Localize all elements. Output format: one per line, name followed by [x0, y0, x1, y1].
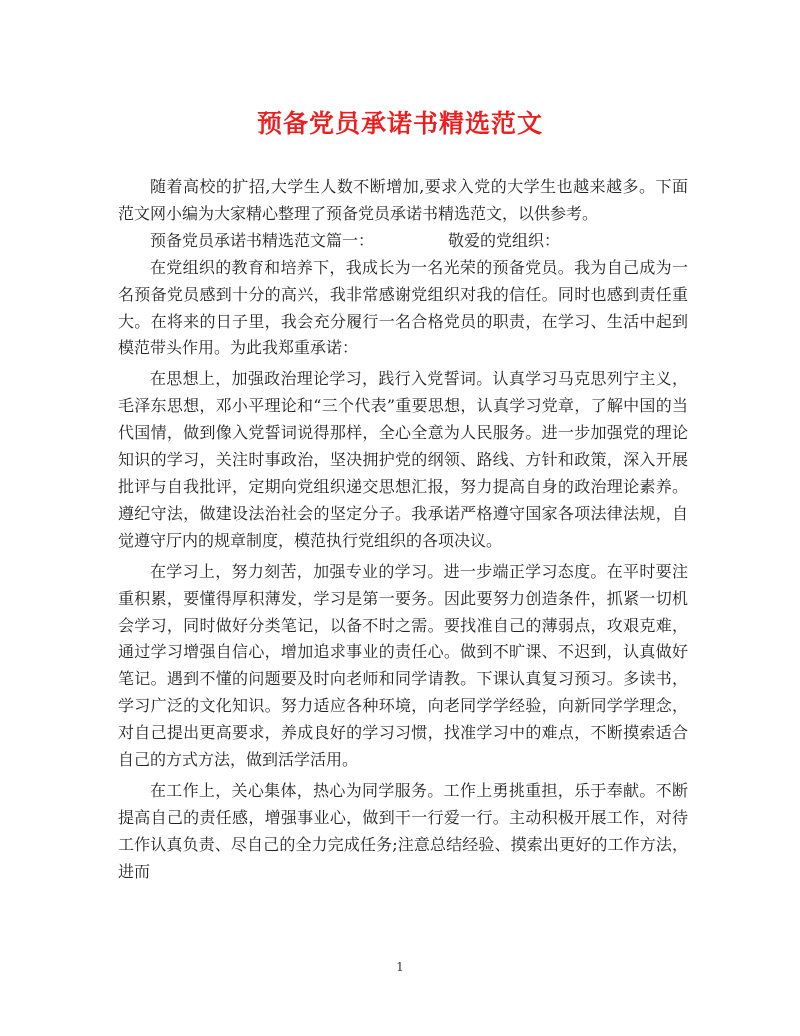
body-paragraph: 在党组织的教育和培养下，我成长为一名光荣的预备党员。我为自己成为一名预备党员感到十分的高兴，我非常感谢党组织对我的信任。同时也感到责任重大。在将来的日子里，我会充分履行一名合格党员的职责，在学习、生活中起到模范带头作用。为此我郑重承诺： — [118, 257, 688, 358]
document-title: 预备党员承诺书精选范文 — [256, 109, 543, 138]
body-paragraph: 在学习上，努力刻苦，加强专业的学习。进一步端正学习态度。在平时要注重积累，要懂得厚积薄发，学习是第一要务。因此要努力创造条件，抓紧一切机会学习，同时做好分类笔记，以备不时之需。要找准自己的薄弱点，攻艰克难，通过学习增强自信心，增加追求事业的责任心。做到不旷课、不迟到，认真做好笔记。遇到不懂的问题要及时向老师和同学请教。下课认真复习预习。多读书，学习广泛的文化知识。努力适应各种环境，向老同学学经验，向新同学学理念，对自己提出更高要求，养成良好的学习习惯，找准学习中的难点，不断摸索适合自己的方式方法，做到活学活用。 — [118, 561, 688, 770]
intro-paragraph: 随着高校的扩招,大学生人数不断增加,要求入党的大学生也越来越多。下面范文网小编为大家精心整理了预备党员承诺书精选范文，以供参考。 — [118, 177, 688, 223]
body-paragraph: 在思想上，加强政治理论学习，践行入党誓词。认真学习马克思列宁主义，毛泽东思想，邓小平理论和“三个代表”重要思想，认真学习党章，了解中国的当代国情，做到像入党誓词说得那样，全心全意为人民服务。进一步加强党的理论知识的学习，关注时事政治，坚决拥护党的纲领、路线、方针和政策，深入开展批评与自我批评，定期向党组织递交思想汇报，努力提高自身的政治理论素养。遵纪守法，做建设法治社会的坚定分子。我承诺严格遵守国家各项法律法规，自觉遵守厅内的规章制度，模范执行党组织的各项决议。 — [118, 369, 688, 550]
page-number: 1 — [396, 960, 404, 974]
salutation: 敬爱的党组织： — [448, 230, 561, 250]
body-paragraph: 在工作上，关心集体，热心为同学服务。工作上勇挑重担，乐于奉献。不断提高自己的责任感，增强事业心，做到干一行爱一行。主动积极开展工作，对待工作认真负责、尽自己的全力完成任务;注意总结经验、摸索出更好的工作方法，进而 — [118, 780, 688, 881]
section-heading-line — [118, 228, 688, 255]
section-heading: 预备党员承诺书精选范文篇一： — [150, 230, 375, 250]
document-body — [118, 174, 688, 886]
